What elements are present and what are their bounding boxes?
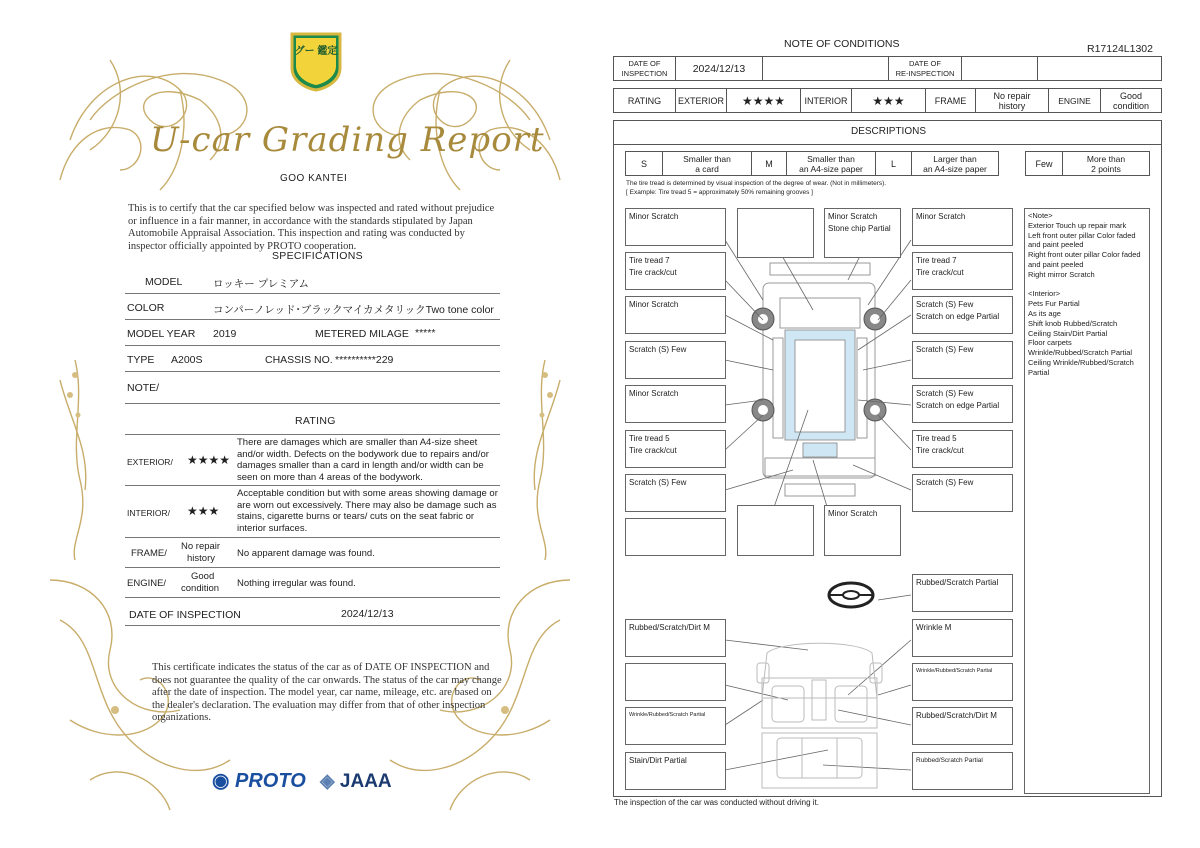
reinspection-label: DATE OF RE-INSPECTION	[888, 56, 962, 81]
legend-few: Few	[1025, 151, 1063, 176]
legend-l: L	[875, 151, 912, 176]
engine-label: ENGINE	[1048, 88, 1101, 113]
ext-box-right-2: Tire tread 7 Tire crack/cut	[912, 252, 1013, 290]
ext-box-left-6: Tire tread 5 Tire crack/cut	[625, 430, 726, 468]
int-box-right-1: Rubbed/Scratch Partial	[912, 574, 1013, 612]
certify-statement: This is to certify that the car specified below was inspected and rated without prejudice or influence in a fair manner, in accordance with the standards stipulated by Japan Automobile Appraisal Association. This inspection and rating was conducted by inspector officially appointed by PROTO cooperation.	[128, 203, 495, 252]
ext-box-top-2: Minor Scratch Stone chip Partial	[824, 208, 901, 258]
legend-m-desc: Smaller than an A4-size paper	[786, 151, 876, 176]
type-label: TYPE	[127, 354, 155, 366]
interior-rating-row	[125, 486, 500, 538]
int-box-right-4: Rubbed/Scratch/Dirt M	[912, 707, 1013, 745]
legend-m: M	[751, 151, 787, 176]
exterior-rating-desc: There are damages which are smaller than A4-size sheet and/or width. Defects on the bodywork due to repairs and/or damages smaller than a card in length and/or width can be seen on more than 4 areas of the bodywork.	[237, 437, 489, 483]
int-box-left-1: Rubbed/Scratch/Dirt M	[625, 619, 726, 657]
jaaa-logo-text: JAAA	[339, 771, 392, 792]
engine-value: Good condition	[1100, 88, 1162, 113]
descriptions-heading: DESCRIPTIONS	[851, 126, 927, 137]
chassis-label: CHASSIS NO.	[265, 354, 333, 366]
note-label: NOTE/	[127, 382, 160, 394]
jaaa-logo	[320, 770, 392, 793]
exterior-rating-label: EXTERIOR/	[127, 457, 173, 467]
ext-box-right-4: Scratch (S) Few	[912, 341, 1013, 379]
int-box-left-4: Stain/Dirt Partial	[625, 752, 726, 790]
ext-box-left-1: Minor Scratch	[625, 208, 726, 246]
frame-desc: No apparent damage was found.	[237, 548, 375, 559]
model-label: MODEL	[145, 276, 183, 288]
int-box-left-3: Wrinkle/Rubbed/Scratch Partial	[625, 707, 726, 745]
engine-desc: Nothing irregular was found.	[237, 578, 356, 589]
engine-value-1: Good	[191, 571, 215, 582]
int-box-left-2	[625, 663, 726, 701]
proto-logo	[212, 768, 306, 793]
mileage-label: METERED MILAGE	[315, 328, 409, 340]
badge-text: グー 鑑定	[294, 46, 338, 57]
interior-label: INTERIOR	[800, 88, 852, 113]
interior-stars: ★★★	[851, 88, 926, 113]
interior-stars: ★★★	[187, 504, 220, 518]
date-blank-2	[1037, 56, 1162, 81]
tire-note-1: The tire tread is determined by visual inspection of the degree of wear. (Not in millimeters).	[626, 180, 887, 187]
rating-heading: RATING	[295, 415, 336, 427]
int-box-right-5: Rubbed/Scratch Partial	[912, 752, 1013, 790]
date-label: DATE OF INSPECTION	[129, 609, 241, 621]
year-label: MODEL YEAR	[127, 328, 196, 340]
notes-box: <Note> Exterior Touch up repair mark Left front outer pillar Color faded and paint peeled Right front outer pillar Color faded and paint peeled Right mirror Scratch <Interior> Pets Fur Partial As its age Shift knob Rubbed/Scratch Ceiling Stain/Dirt Partial Floor carpets Wrinkle/Rubbed/Scratch Partial Ceiling Wrinkle/Rubbed/Scratch Partial	[1024, 208, 1150, 794]
model-row	[125, 268, 500, 294]
steering-wheel-icon	[826, 580, 876, 610]
ext-box-left-3: Minor Scratch	[625, 296, 726, 334]
int-box-right-3: Wrinkle/Rubbed/Scratch Partial	[912, 663, 1013, 701]
legend-few-desc: More than 2 points	[1062, 151, 1150, 176]
jaaa-mark-icon: ◈	[320, 771, 335, 792]
certificate-footer: This certificate indicates the status of the car as of DATE OF INSPECTION and does not guarantee the quality of the car onwards. The status of the car may change after the date of inspection. The model year, car name, mileage, etc. are based on the dealer's declaration. The evaluation may differ from that of other inspection organizations.	[152, 662, 502, 723]
year-value: 2019	[213, 328, 237, 340]
ext-box-top-1	[737, 208, 814, 258]
proto-logo-text: PROTO	[235, 770, 306, 792]
car-interior-diagram	[752, 638, 887, 798]
date-row	[125, 598, 500, 626]
tire-note-2: [ Example: Tire tread 5 = approximately 50% remaining grooves ]	[626, 189, 813, 196]
date-blank-1	[762, 56, 889, 81]
exterior-label: EXTERIOR	[675, 88, 727, 113]
note-row	[125, 372, 500, 404]
report-title: U-car Grading Report	[150, 120, 545, 160]
ext-box-bottom-2: Minor Scratch	[824, 505, 901, 556]
ext-box-right-6: Tire tread 5 Tire crack/cut	[912, 430, 1013, 468]
proto-mark-icon: ◉	[212, 770, 230, 792]
rating-label: RATING	[613, 88, 676, 113]
interior-rating-label: INTERIOR/	[127, 508, 170, 518]
type-row	[125, 346, 500, 372]
legend-s: S	[625, 151, 663, 176]
exterior-stars: ★★★★	[187, 453, 231, 467]
grading-certificate	[30, 20, 590, 820]
chassis-value: **********229	[335, 354, 394, 366]
exterior-stars: ★★★★	[726, 88, 801, 113]
ext-box-left-8	[625, 518, 726, 556]
ext-box-right-1: Minor Scratch	[912, 208, 1013, 246]
ext-box-right-3: Scratch (S) Few Scratch on edge Partial	[912, 296, 1013, 334]
reference-number: R17124L1302	[1087, 43, 1153, 55]
frame-value: No repair history	[975, 88, 1049, 113]
color-row	[125, 294, 500, 320]
frame-label: FRAME	[925, 88, 976, 113]
ext-box-left-5: Minor Scratch	[625, 385, 726, 423]
ext-box-left-2: Tire tread 7 Tire crack/cut	[625, 252, 726, 290]
goo-kantei-badge	[288, 30, 344, 92]
shield-icon	[288, 30, 344, 92]
engine-rating-row	[125, 568, 500, 598]
engine-value-2: condition	[181, 583, 220, 594]
reinspection-value	[961, 56, 1038, 81]
frame-label: FRAME/	[131, 548, 167, 559]
model-value: ロッキー プレミアム	[213, 278, 310, 290]
color-label: COLOR	[127, 302, 165, 314]
frame-rating-row	[125, 538, 500, 568]
interior-rating-desc: Acceptable condition but with some areas showing damage or are worn out excessively. There may also be damage such as stains, cigarette burns or tears/ cuts on the seat fabric or interior surfaces.	[237, 488, 498, 534]
engine-label: ENGINE/	[127, 578, 167, 589]
year-row	[125, 320, 500, 346]
ext-box-bottom-1	[737, 505, 814, 556]
ext-box-left-7: Scratch (S) Few	[625, 474, 726, 512]
date-of-inspection-label: DATE OF INSPECTION	[613, 56, 676, 81]
color-value: コンパーノレッド･ブラックマイカメタリックTwo tone color	[213, 304, 494, 316]
ext-box-right-7: Scratch (S) Few	[912, 474, 1013, 512]
ext-box-right-5: Scratch (S) Few Scratch on edge Partial	[912, 385, 1013, 423]
specs-heading: SPECIFICATIONS	[272, 250, 363, 262]
mileage-value: *****	[415, 327, 436, 339]
date-value: 2024/12/13	[341, 608, 394, 620]
legend-l-desc: Larger than an A4-size paper	[911, 151, 999, 176]
exterior-rating-row	[125, 434, 500, 486]
date-of-inspection-value: 2024/12/13	[675, 56, 763, 81]
conditions-footer: The inspection of the car was conducted without driving it.	[614, 798, 819, 807]
int-box-right-2: Wrinkle M	[912, 619, 1013, 657]
legend-s-desc: Smaller than a card	[662, 151, 752, 176]
type-value: A200S	[171, 354, 203, 366]
frame-value-2: history	[187, 553, 215, 564]
ext-box-left-4: Scratch (S) Few	[625, 341, 726, 379]
frame-value-1: No repair	[181, 541, 221, 552]
report-subtitle: GOO KANTEI	[280, 173, 348, 184]
conditions-title: NOTE OF CONDITIONS	[784, 38, 900, 50]
